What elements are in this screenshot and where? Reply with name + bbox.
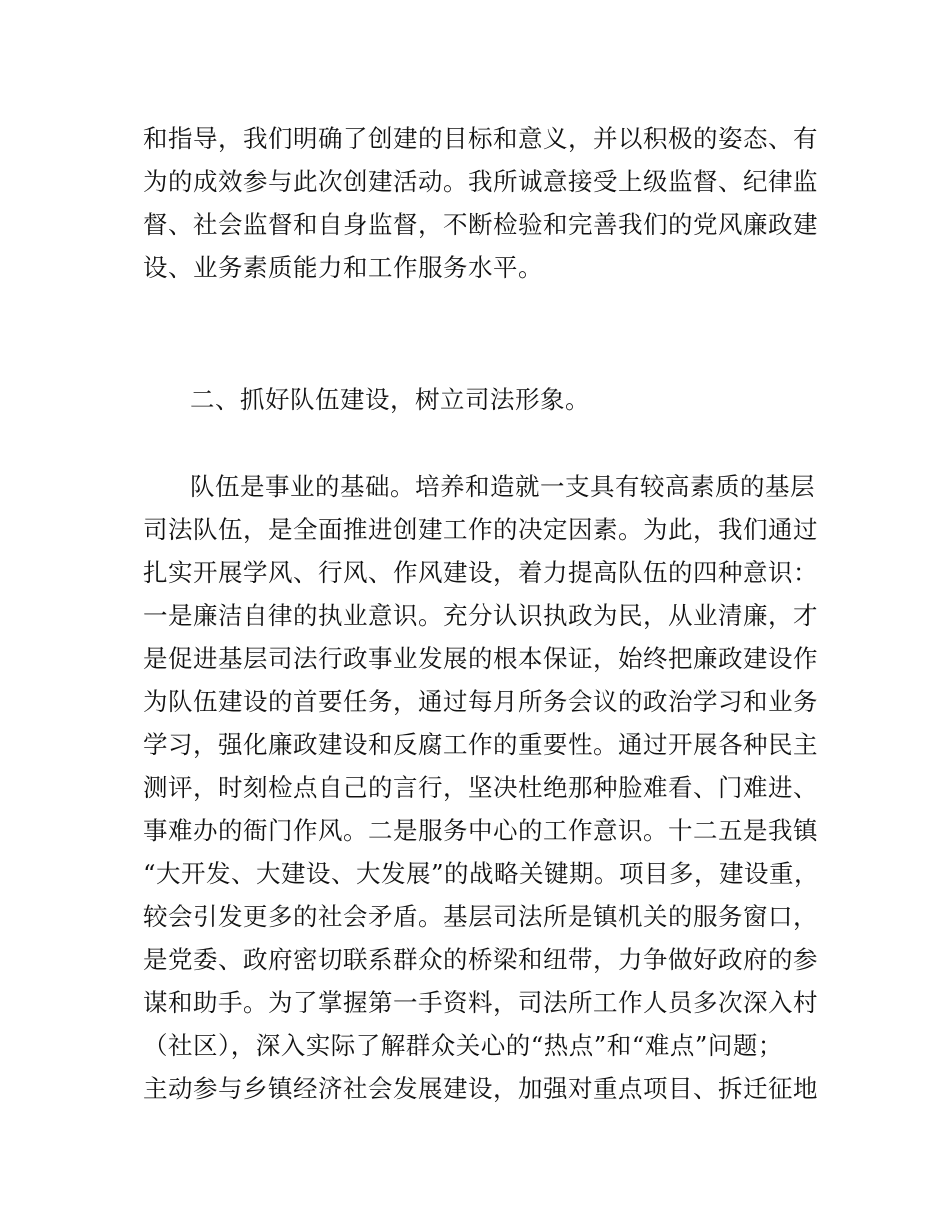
text-line: 是党委、政府密切联系群众的桥梁和纽带，力争做好政府的参 [143,945,818,974]
text-line: 是促进基层司法行政事业发展的根本保证，始终把廉政建设作 [143,644,818,673]
text-line: 谋和助手。为了掌握第一手资料，司法所工作人员多次深入村 [143,988,818,1017]
text-line: 设、业务素质能力和工作服务水平。 [143,253,543,282]
section-heading: 二、抓好队伍建设，树立司法形象。 [190,385,590,414]
text-line: 一是廉洁自律的执业意识。充分认识执政为民，从业清廉，才 [143,601,818,630]
text-line: 为队伍建设的首要任务，通过每月所务会议的政治学习和业务 [143,687,818,716]
text-line: 较会引发更多的社会矛盾。基层司法所是镇机关的服务窗口， [143,902,818,931]
text-line: 为的成效参与此次创建活动。我所诚意接受上级监督、纪律监 [143,167,818,196]
text-line: （社区），深入实际了解群众关心的“热点”和“难点”问题； [143,1031,783,1060]
text-line: “大开发、大建设、大发展”的战略关键期。项目多，建设重， [143,859,820,888]
text-line: 事难办的衙门作风。二是服务中心的工作意识。十二五是我镇 [143,816,818,845]
text-line: 测评，时刻检点自己的言行，坚决杜绝那种脸难看、门难进、 [143,773,818,802]
text-line: 队伍是事业的基础。培养和造就一支具有较高素质的基层 [190,472,815,501]
text-line: 学习，强化廉政建设和反腐工作的重要性。通过开展各种民主 [143,730,818,759]
text-line: 和指导，我们明确了创建的目标和意义，并以积极的姿态、有 [143,124,818,153]
text-line: 督、社会监督和自身监督，不断检验和完善我们的党风廉政建 [143,210,818,239]
text-line: 主动参与乡镇经济社会发展建设，加强对重点项目、拆迁征地 [143,1074,818,1103]
text-line: 扎实开展学风、行风、作风建设，着力提高队伍的四种意识： [143,558,818,587]
text-line: 司法队伍，是全面推进创建工作的决定因素。为此，我们通过 [143,515,818,544]
